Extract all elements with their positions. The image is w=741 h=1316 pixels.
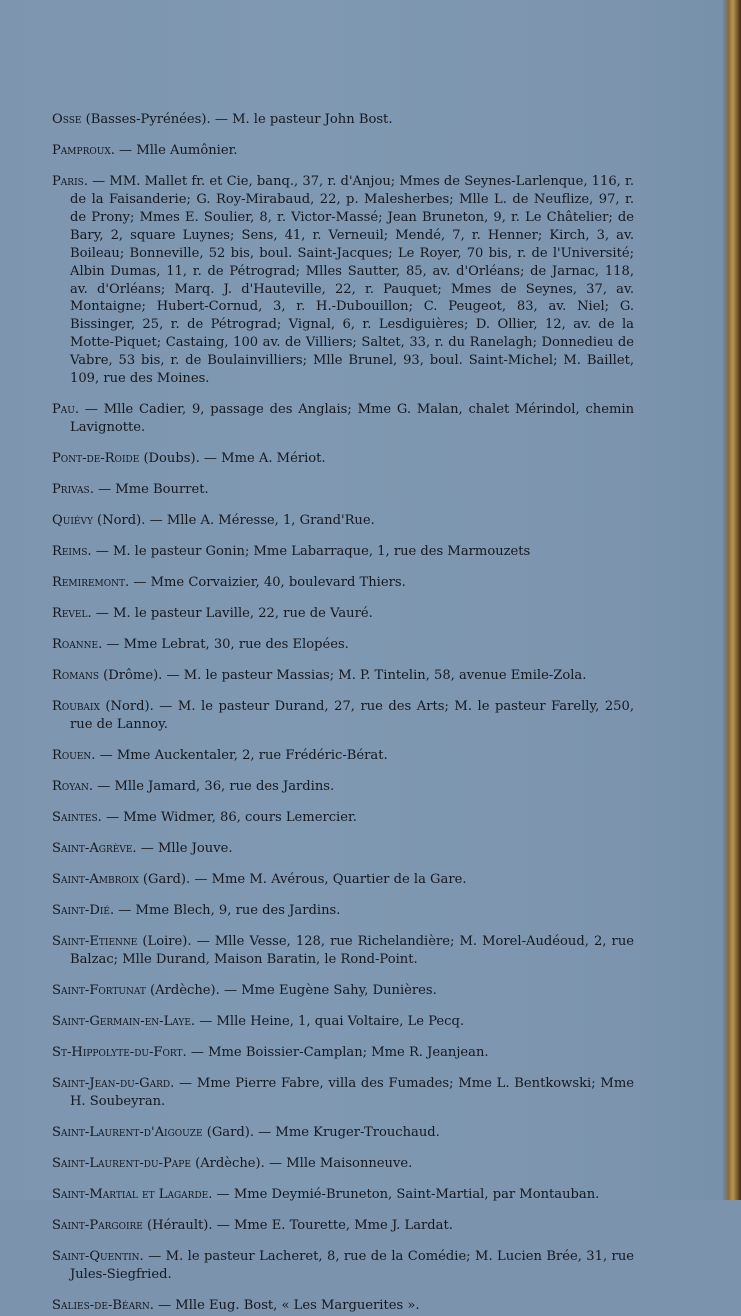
entry-saintes (52, 809, 634, 827)
entry-place: Pau (52, 402, 75, 418)
entry-reims (52, 543, 634, 561)
entry-saint-laurent-du-pape (52, 1155, 634, 1173)
entry-text: . — Mme Boissier-Camplan; Mme R. Jeanjean. (182, 1044, 489, 1060)
entry-text: (Ardèche). — Mlle Maisonneuve. (190, 1155, 413, 1171)
entry-text: (Basses-Pyrénées). — M. le pasteur John Bost. (81, 112, 393, 128)
entry-place: Saint-Ambroix (52, 871, 139, 887)
entry-place: Paris (52, 174, 84, 190)
entry-place: Roubaix (52, 698, 100, 714)
entry-rouen (52, 747, 634, 765)
entry-text: (Nord). — Mlle A. Méresse, 1, Grand'Rue. (92, 512, 375, 528)
entry-place: Saint-Quentin (52, 1248, 140, 1264)
entry-place: Saint-Agrève (52, 840, 133, 856)
entry-quievy (52, 512, 634, 530)
entry-text: (Gard). — Mme M. Avérous, Quartier de la Gare. (138, 871, 467, 887)
entry-text: (Hérault). — Mme E. Tourette, Mme J. Lardat. (142, 1217, 453, 1233)
entry-saint-die (52, 902, 634, 920)
entry-place: Saintes (52, 809, 98, 825)
entry-romans (52, 667, 634, 685)
entry-text: . — Mme Bourret. (89, 481, 209, 497)
entry-pont-de-roide (52, 450, 634, 468)
entry-place: Privas (52, 481, 90, 497)
entry-place: Saint-Fortunat (52, 982, 146, 998)
entry-roanne (52, 636, 634, 654)
entry-saint-pargoire (52, 1217, 634, 1235)
entry-remiremont (52, 574, 634, 592)
entry-text: . — M. le pasteur Laville, 22, rue de Vauré. (87, 605, 373, 621)
entry-text: . — Mlle Aumônier. (110, 143, 238, 159)
entry-place: Saint-Germain-en-Laye (52, 1013, 191, 1029)
entry-saint-agreve (52, 840, 634, 858)
entry-text: (Ardèche). — Mme Eugène Sahy, Dunières. (145, 982, 437, 998)
book-spine (723, 0, 741, 1200)
entry-place: Saint-Martial et Lagarde (52, 1186, 209, 1202)
entry-text: . — Mlle Eug. Bost, « Les Marguerites ». (149, 1297, 420, 1313)
entry-place: Revel (52, 605, 88, 621)
entry-text: . — Mlle Heine, 1, quai Voltaire, Le Pecq. (190, 1013, 465, 1029)
entry-pau (52, 401, 634, 437)
entry-text: . — M. le pasteur Lacheret, 8, rue de la Comédie; M. Lucien Brée, 31, rue Jules-Siegfried. (70, 1248, 634, 1282)
entry-place: Rouen (52, 747, 92, 763)
entry-revel (52, 605, 634, 623)
entry-text: . — Mlle Jamard, 36, rue des Jardins. (88, 778, 335, 794)
entry-text: (Drôme). — M. le pasteur Massias; M. P. Tintelin, 58, avenue Emile-Zola. (99, 667, 587, 683)
entry-text: . — Mme Widmer, 86, cours Lemercier. (97, 809, 357, 825)
entry-salies-de-bearn (52, 1297, 634, 1315)
entry-osse (52, 111, 634, 129)
entry-text: . — Mlle Jouve. (132, 840, 233, 856)
entry-place: Saint-Etienne (52, 933, 138, 949)
entry-text: . — Mme Blech, 9, rue des Jardins. (109, 902, 341, 918)
entry-place: Saint-Jean-du-Gard (52, 1075, 171, 1091)
entry-roubaix (52, 698, 634, 734)
entry-paris (52, 173, 634, 388)
entry-pamproux (52, 142, 634, 160)
entry-place: Reims (52, 543, 88, 559)
entry-saint-quentin (52, 1248, 634, 1284)
entry-place: Royan (52, 778, 89, 794)
entry-text: . — Mlle Cadier, 9, passage des Anglais; Mme G. Malan, chalet Mérindol, chemin Lavignotte. (70, 402, 634, 435)
entry-place: Roanne (52, 636, 99, 652)
entry-saint-fortunat (52, 982, 634, 1000)
entry-place: Romans (52, 667, 99, 683)
entry-list (52, 98, 634, 1316)
entry-text: . — M. le pasteur Gonin; Mme Labarraque, 1, rue des Marmouzets (87, 543, 531, 559)
entry-place: Pamproux (52, 143, 111, 159)
entry-place: Saint-Dié (52, 902, 110, 918)
entry-saint-laurent-d-aigouze (52, 1124, 634, 1142)
entry-place: Remiremont (52, 574, 126, 590)
entry-st-hippolyte-du-fort (52, 1044, 634, 1062)
entry-text: (Loire). — Mlle Vesse, 128, rue Richelandière; M. Morel-Audéoud, 2, rue Balzac; Mlle Durand, Maison Baratin, le Rond-Point. (70, 933, 634, 967)
entry-place: Saint-Laurent-du-Pape (52, 1155, 191, 1171)
entry-saint-ambroix (52, 871, 634, 889)
entry-saint-martial-et-lagarde (52, 1186, 634, 1204)
entry-text: . — Mme Auckentaler, 2, rue Frédéric-Bérat. (91, 747, 388, 763)
entry-text: . — Mme Corvaizier, 40, boulevard Thiers. (125, 574, 406, 590)
entry-text: . — Mme Pierre Fabre, villa des Fumades; Mme L. Bentkowski; Mme H. Soubeyran. (70, 1075, 634, 1109)
entry-place: Salies-de-Béarn (52, 1297, 150, 1313)
entry-saint-etienne (52, 933, 634, 969)
entry-text: . — MM. Mallet fr. et Cie, banq., 37, r. d'Anjou; Mmes de Seynes-Larlenque, 116, r. de la Faisanderie; G. Roy-Mirabaud, 22, p. Malesherbes; Mlle L. de Neuflize, 97, r. de Prony; Mmes E. Soulier, 8, r. Victor-Massé; Jean Bruneton, 9, r. Le Châtelier; de Bary, 2, square Luynes; Sens, 41, r. Verneuil; Mendé, 7, r. Henner; Kirch, 3, av. Boileau; Bonneville, 52 bis, boul. Saint-Jacques; Le Royer, 70 bis, r. de l'Université; Albin Dumas, 11, r. de Pétrograd; Mlles Sautter, 85, av. d'Orléans; de Jarnac, 118, av. d'Orléans; Marq. J. d'Hauteville, 22, r. Pauquet; Mmes de Seynes, 37, av. Montaigne; Hubert-Cornud, 3, r. H.-Dubouillon; C. Peugeot, 83, av. Niel; G. Bissinger, 25, r. de Pétrograd; Vignal, 6, r. Lesdiguières; D. Ollier, 12, av. de la Motte-Piquet; Castaing, 100 av. de Villiers; Saltet, 33, r. du Ranelagh; Donnedieu de Vabre, 53 bis, r. de Boulainvilliers; Mlle Brunel, 93, boul. Saint-Michel; M. Baillet, 109, rue des Moines. (70, 174, 634, 387)
entry-text: (Doubs). — Mme A. Mériot. (139, 450, 326, 466)
entry-privas (52, 481, 634, 499)
entry-text: . — Mme Deymié-Bruneton, Saint-Martial, par Montauban. (208, 1186, 600, 1202)
entry-place: Osse (52, 112, 82, 128)
entry-place: Quiévy (52, 512, 93, 528)
entry-saint-germain-en-laye (52, 1013, 634, 1031)
entry-text: . — Mme Lebrat, 30, rue des Elopées. (98, 636, 349, 652)
entry-place: Pont-de-Roide (52, 450, 140, 466)
entry-text: (Nord). — M. le pasteur Durand, 27, rue des Arts; M. le pasteur Farelly, 250, rue de Lannoy. (70, 698, 634, 732)
entry-place: Saint-Pargoire (52, 1217, 143, 1233)
entry-place: St-Hippolyte-du-Fort (52, 1044, 183, 1060)
entry-saint-jean-du-gard (52, 1075, 634, 1111)
entry-royan (52, 778, 634, 796)
entry-place: Saint-Laurent-d'Aigouze (52, 1124, 203, 1140)
entry-text: (Gard). — Mme Kruger-Trouchaud. (202, 1124, 440, 1140)
